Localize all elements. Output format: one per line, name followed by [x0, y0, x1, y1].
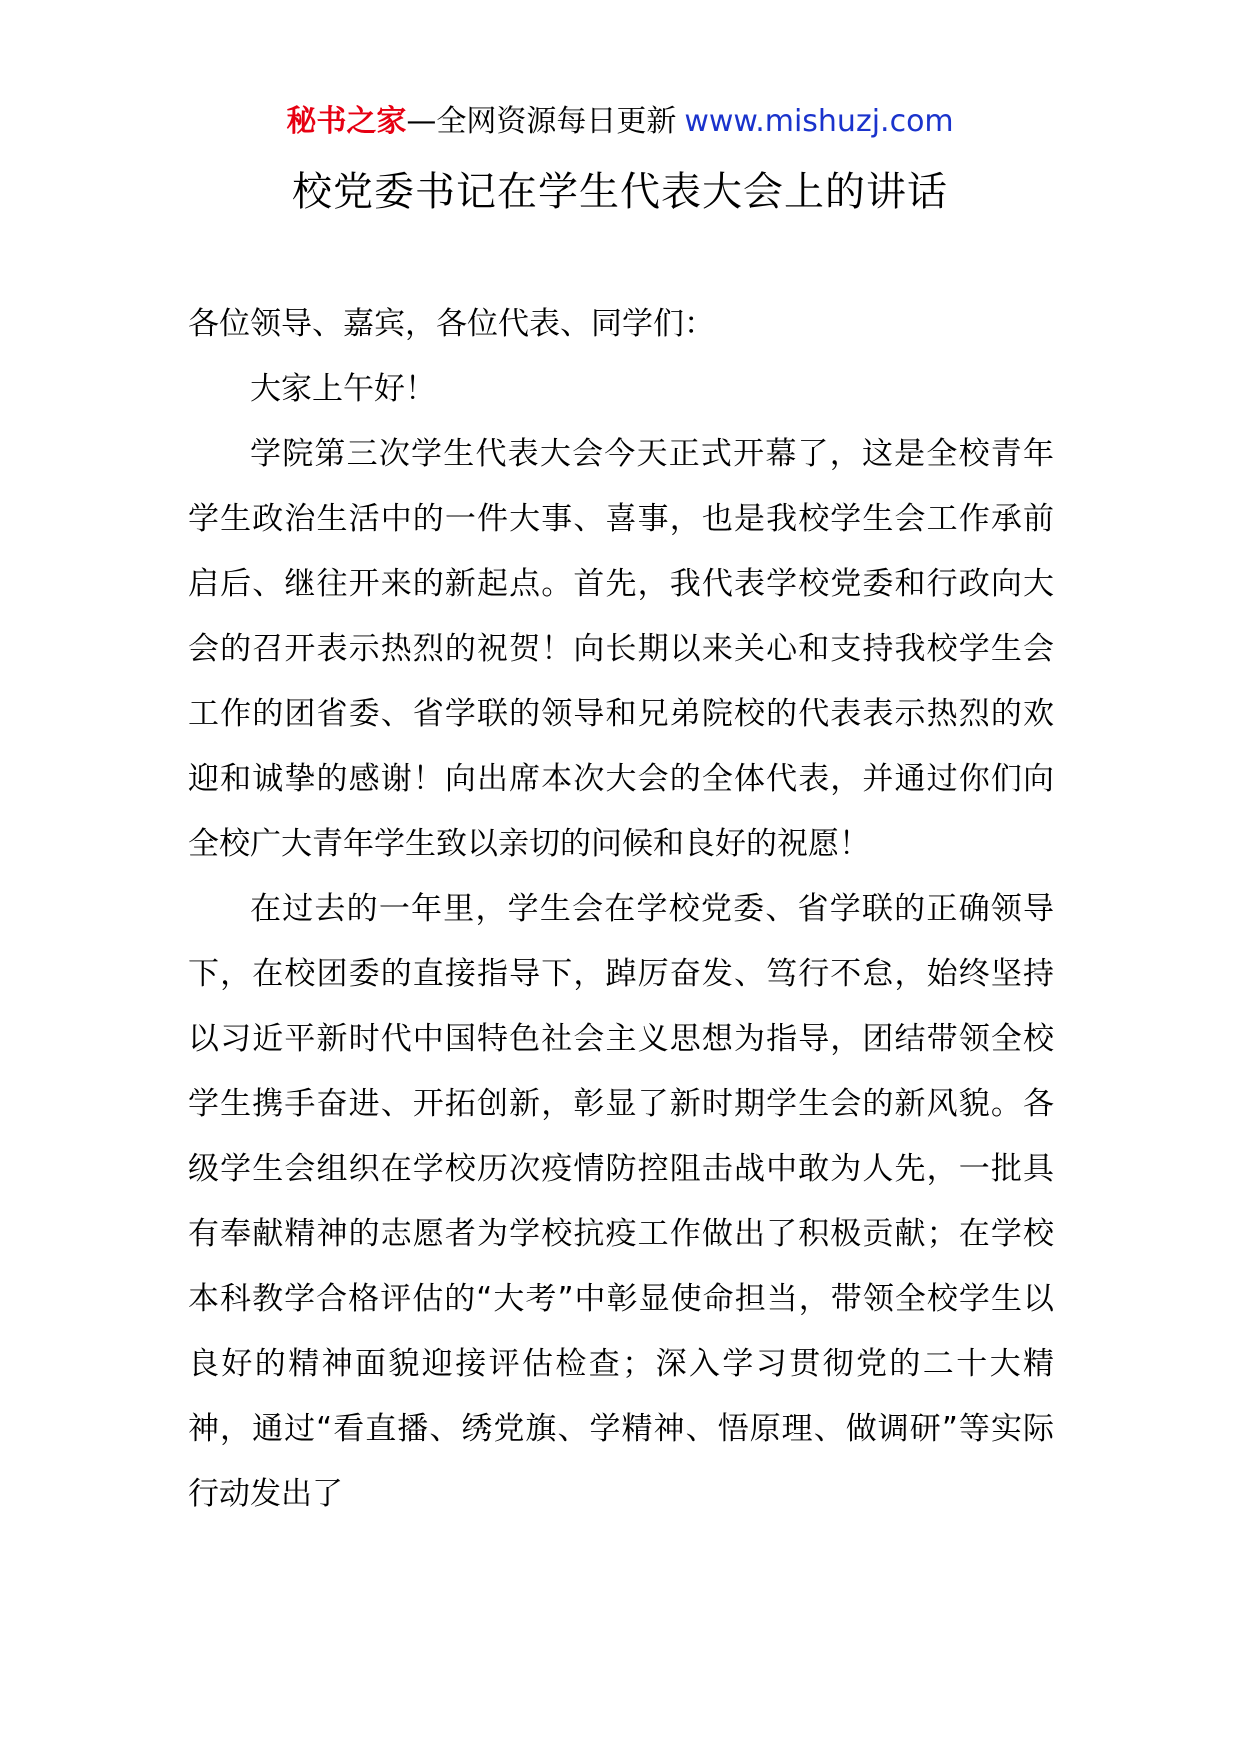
- document-body: [188, 292, 1054, 1527]
- document-title: 校党委书记在学生代表大会上的讲话: [292, 169, 948, 215]
- brand-name: 秘书之家: [286, 104, 407, 139]
- greeting: 大家上午好！: [250, 371, 436, 407]
- paragraph-review: 在过去的一年里，学生会在学校党委、省学联的正确领导下，在校团委的直接指导下，踔厉奋发、笃行不怠，始终坚持以习近平新时代中国特色社会主义思想为指导，团结带领全校学生携手奋进、开拓创新，彰显了新时期学生会的新风貌。各级学生会组织在学校历次疫情防控阻击战中敢为人先，一批具有奉献精神的志愿者为学校抗疫工作做出了积极贡献；在学校本科教学合格评估的“大考”中彰显使命担当，带领全校学生以良好的精神面貌迎接评估检查；深入学习贯彻党的二十大精神，通过“看直播、绣党旗、学精神、悟原理、做调研”等实际行动发出了: [188, 891, 1054, 1512]
- site-header: [0, 100, 1240, 144]
- website-link[interactable]: www.mishuzj.com: [684, 104, 954, 139]
- header-tagline: —全网资源每日更新: [406, 104, 677, 139]
- paragraph-opening: 学院第三次学生代表大会今天正式开幕了，这是全校青年学生政治生活中的一件大事、喜事，也是我校学生会工作承前启后、继往开来的新起点。首先，我代表学校党委和行政向大会的召开表示热烈的祝贺！向长期以来关心和支持我校学生会工作的团省委、省学联的领导和兄弟院校的代表表示热烈的欢迎和诚挚的感谢！向出席本次大会的全体代表，并通过你们向全校广大青年学生致以亲切的问候和良好的祝愿！: [188, 436, 1054, 862]
- salutation: 各位领导、嘉宾，各位代表、同学们：: [188, 306, 715, 342]
